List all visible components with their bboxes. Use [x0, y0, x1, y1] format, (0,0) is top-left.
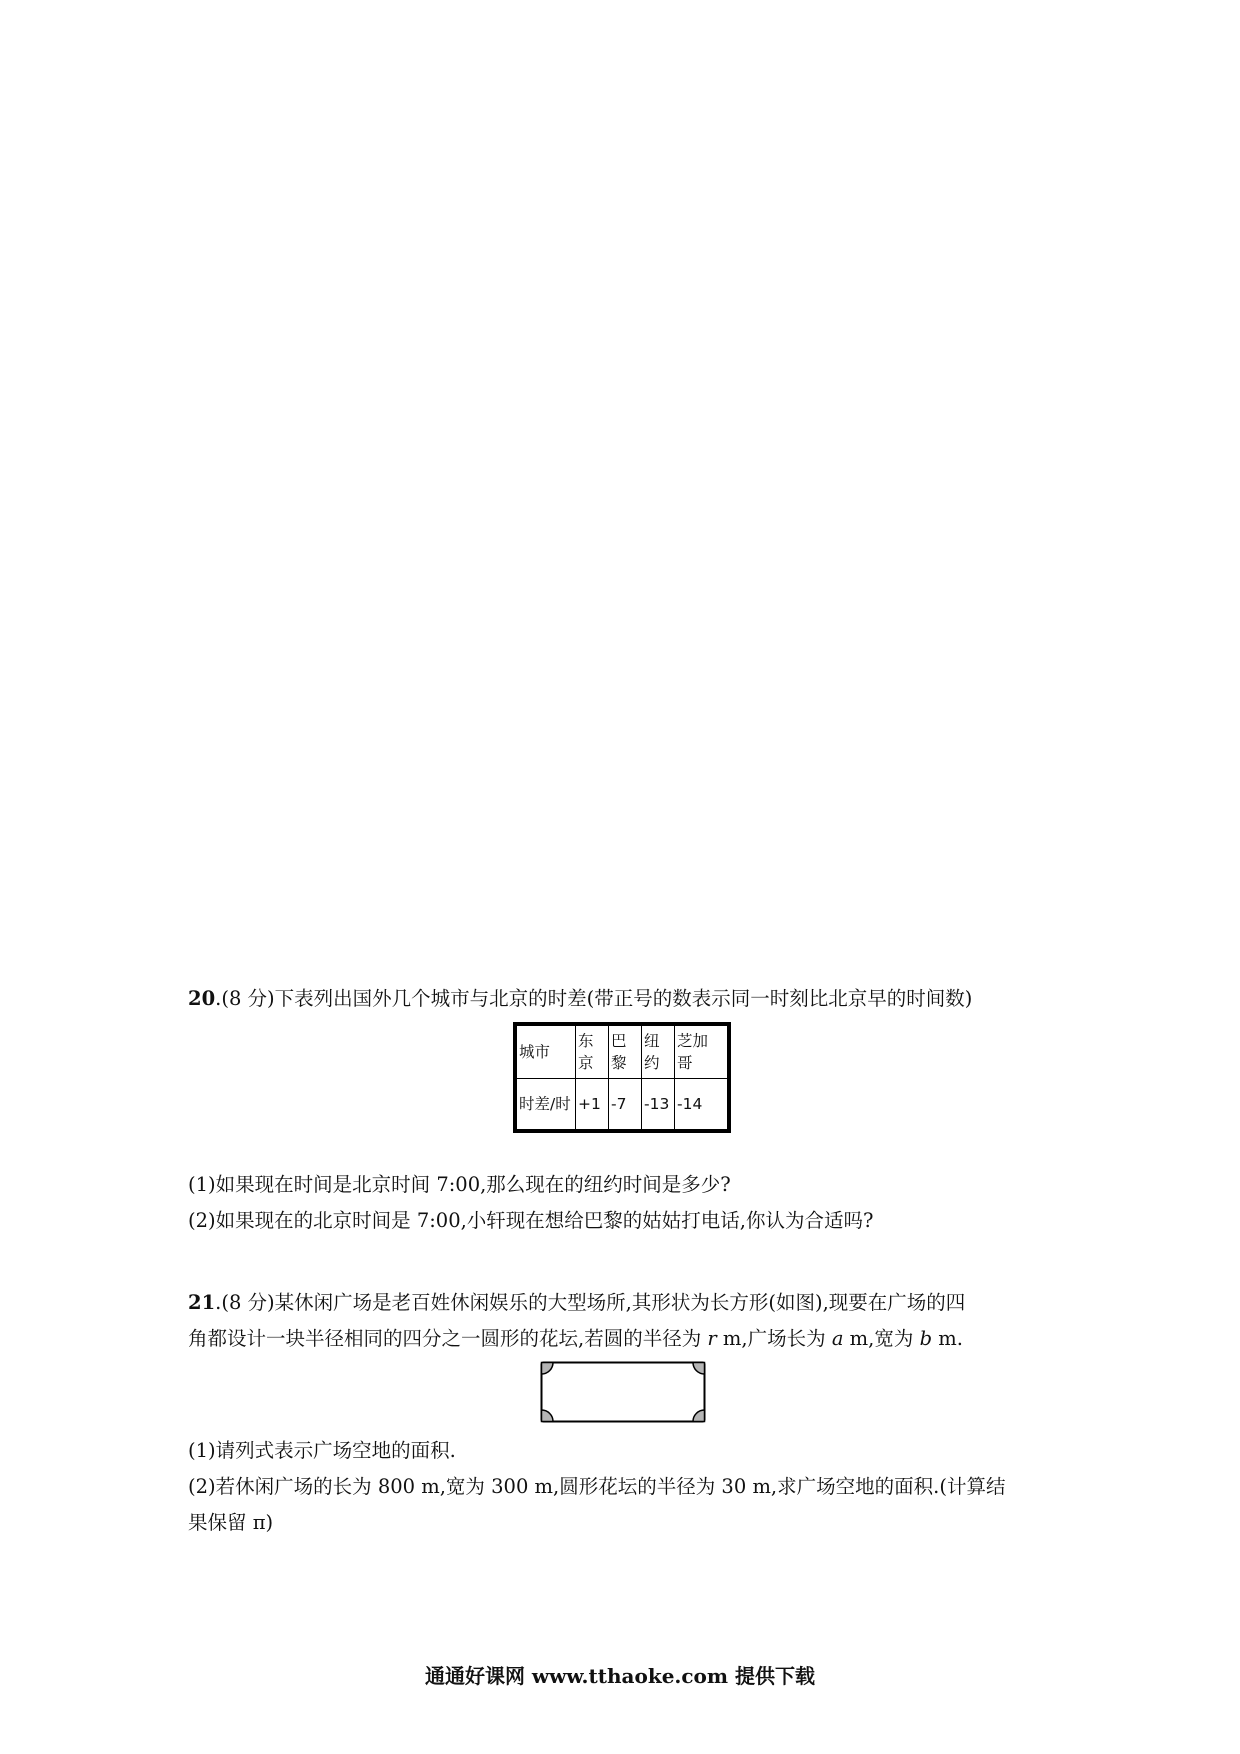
q20-text: .(8 分)下表列出国外几个城市与北京的时差(带正号的数表示同一时刻比北京早的时间数): [215, 987, 973, 1010]
value-paris: -7: [609, 1079, 642, 1132]
header-chicago: 芝加哥: [675, 1024, 730, 1079]
table-value-row: [515, 1079, 729, 1132]
var-r: r: [707, 1327, 717, 1350]
plaza-rectangle: [542, 1363, 705, 1422]
value-newyork: -13: [642, 1079, 675, 1132]
q21-number: 21: [188, 1291, 216, 1314]
header-newyork: 纽约: [642, 1024, 675, 1079]
var-b: b: [919, 1327, 933, 1350]
header-tokyo: 东京: [576, 1024, 609, 1079]
q21-sub1: (1)请列式表示广场空地的面积.: [188, 1439, 456, 1462]
q21-line2: 角都设计一块半径相同的四分之一圆形的花坛,若圆的半径为 r m,广场长为 a m,宽为 b m.: [188, 1327, 963, 1350]
table-header-row: [515, 1024, 729, 1079]
header-city: 城市: [515, 1024, 576, 1079]
q20-number: 20: [188, 987, 216, 1010]
q20-sub1: (1)如果现在时间是北京时间 7:00,那么现在的纽约时间是多少?: [188, 1173, 731, 1196]
value-chicago: -14: [675, 1079, 730, 1132]
header-paris: 巴黎: [609, 1024, 642, 1079]
plaza-diagram: [540, 1361, 706, 1423]
row-label: 时差/时: [515, 1079, 576, 1132]
var-a: a: [831, 1327, 844, 1350]
q20-stem: [188, 985, 972, 1013]
q21-sub2-line2: 果保留 π): [188, 1511, 274, 1534]
q20-sub2: (2)如果现在的北京时间是 7:00,小轩现在想给巴黎的姑姑打电话,你认为合适吗?: [188, 1209, 874, 1232]
value-tokyo: +1: [576, 1079, 609, 1132]
download-footer: 通通好课网 www.tthaoke.com 提供下载: [424, 1664, 816, 1688]
time-difference-table: [513, 1022, 731, 1133]
q21-text-line1: .(8 分)某休闲广场是老百姓休闲娱乐的大型场所,其形状为长方形(如图),现要在广场的四: [215, 1291, 966, 1314]
q21-line1: [188, 1289, 965, 1317]
q21-sub2-line1: (2)若休闲广场的长为 800 m,宽为 300 m,圆形花坛的半径为 30 m,求广场空地的面积.(计算结: [188, 1475, 1006, 1498]
